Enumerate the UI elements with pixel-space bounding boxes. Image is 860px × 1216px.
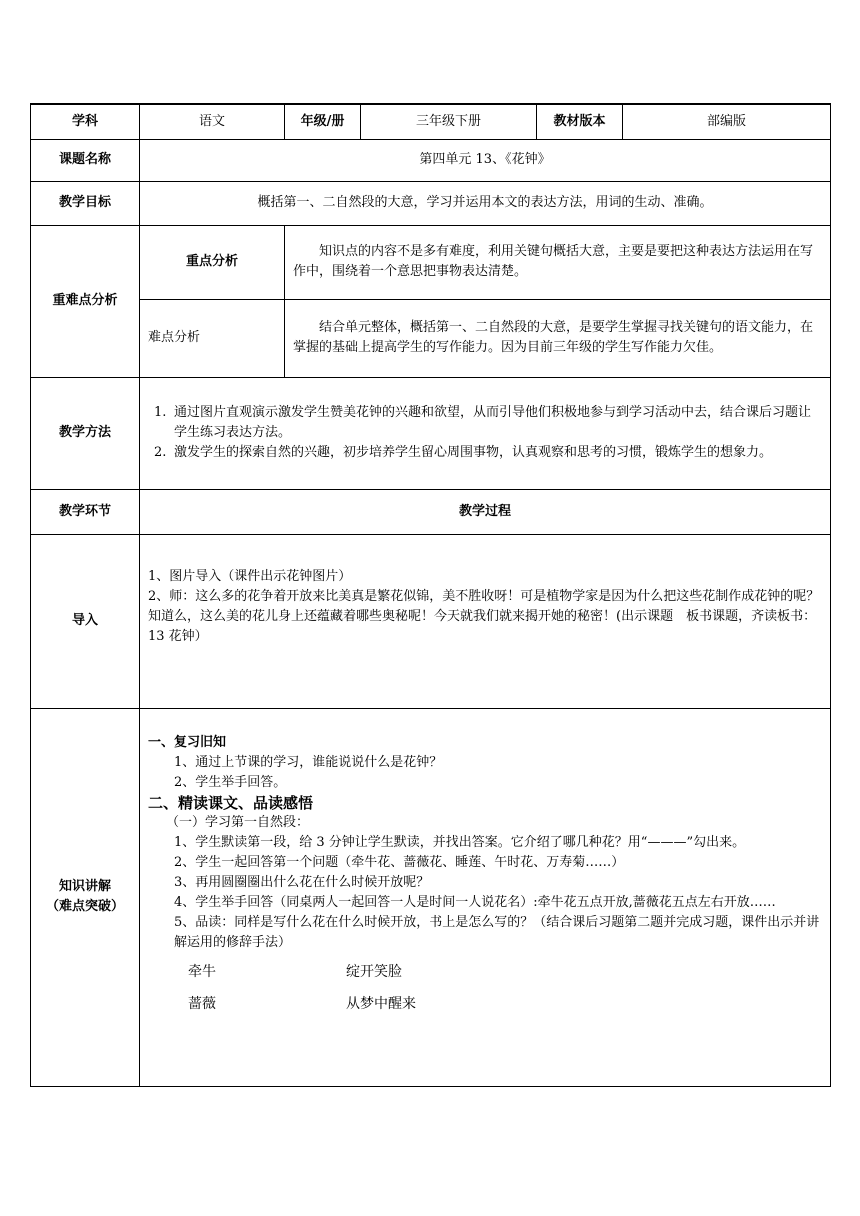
difficulty-label: 重难点分析 — [31, 225, 140, 377]
intro-label: 导入 — [31, 534, 140, 708]
review-title: 一、复习旧知 — [148, 734, 227, 750]
method-list-cell — [140, 377, 831, 489]
flower-phrase-pair — [148, 991, 822, 1017]
reading-step-1: 1、学生默读第一段，给 3 分钟让学生默读，并找出答案。它介绍了哪几种花？用“———”勾出来。 — [174, 834, 746, 850]
flower-name: 牵牛 — [188, 963, 216, 980]
method-item-text: 激发学生的探索自然的兴趣，初步培养学生留心周围事物，认真观察和思考的习惯，锻炼学生的想象力。 — [174, 445, 773, 460]
method-item — [148, 443, 822, 463]
paragraph-one-title: （一）学习第一自然段： — [166, 814, 310, 830]
reading-step-4: 4、学生举手回答（同桌两人一起回答一人是时间一人说花名）:牵牛花五点开放,蔷薇花五点左右开放…… — [174, 894, 776, 910]
close-reading-title: 二、精读课文、品读感悟 — [148, 793, 314, 812]
key-point-row — [31, 225, 831, 299]
topic-value: 第四单元 13、《花钟》 — [140, 139, 831, 181]
knowledge-label-sub: （难点突破） — [45, 899, 124, 914]
knowledge-label-main: 知识讲解 — [58, 879, 111, 894]
flower-phrase-pair — [148, 959, 822, 985]
hard-point-label: 难点分析 — [140, 299, 285, 377]
edition-value: 部编版 — [623, 104, 831, 139]
method-item-number: 2. — [154, 445, 167, 460]
method-label: 教学方法 — [31, 377, 140, 489]
method-item-number: 1. — [154, 405, 167, 420]
reading-step-3: 3、再用圆圈圈出什么花在什么时候开放呢？ — [174, 874, 430, 890]
intro-line-1: 1、图片导入（课件出示花钟图片） — [148, 568, 352, 584]
review-step-1: 1、通过上节课的学习，谁能说说什么是花钟？ — [174, 754, 443, 770]
header-row — [31, 104, 831, 139]
flower-phrase: 从梦中醒来 — [346, 995, 416, 1012]
method-row — [31, 377, 831, 489]
method-item-text: 通过图片直观演示激发学生赞美花钟的兴趣和欲望，从而引导他们积极地参与到学习活动中去，结合课后习题让学生练习表达方法。 — [174, 405, 812, 440]
hard-point-text: 结合单元整体，概括第一、二自然段的大意，是要学生掌握寻找关键句的语文能力，在掌握的基础上提高学生的写作能力。因为目前三年级的学生写作能力欠佳。 — [285, 299, 831, 377]
goal-value: 概括第一、二自然段的大意，学习并运用本文的表达方法，用词的生动、准确。 — [140, 181, 831, 225]
process-step-label: 教学环节 — [31, 489, 140, 534]
goal-row — [31, 181, 831, 225]
key-point-label: 重点分析 — [140, 225, 285, 299]
reading-step-2: 2、学生一起回答第一个问题（牵牛花、蔷薇花、睡莲、午时花、万寿菊……） — [174, 854, 625, 870]
intro-row — [31, 534, 831, 708]
topic-row — [31, 139, 831, 181]
process-title: 教学过程 — [140, 489, 831, 534]
grade-label: 年级/册 — [285, 104, 361, 139]
subject-value: 语文 — [140, 104, 285, 139]
intro-line-2: 2、师：这么多的花争着开放来比美真是繁花似锦，美不胜收呀！可是植物学家是因为什么把这些花制作成花钟的呢？知道么，这么美的花儿身上还蕴藏着哪些奥秘呢！今天就我们就来揭开她的秘密！(出示课题 板书课题，齐读板书：13 花钟） — [148, 588, 820, 644]
intro-content — [140, 534, 831, 708]
review-step-2: 2、学生举手回答。 — [174, 774, 287, 790]
key-point-text: 知识点的内容不是多有难度，利用关键句概括大意，主要是要把这种表达方法运用在写作中，围绕着一个意思把事物表达清楚。 — [285, 225, 831, 299]
subject-label: 学科 — [31, 104, 140, 139]
goal-label: 教学目标 — [31, 181, 140, 225]
knowledge-content — [140, 708, 831, 1086]
grade-value: 三年级下册 — [361, 104, 537, 139]
topic-label: 课题名称 — [31, 139, 140, 181]
knowledge-label — [31, 708, 140, 1086]
flower-name: 蔷薇 — [188, 995, 216, 1012]
hard-point-row — [31, 299, 831, 377]
process-header-row — [31, 489, 831, 534]
edition-label: 教材版本 — [537, 104, 623, 139]
reading-step-5: 5、品读：同样是写什么花在什么时候开放，书上是怎么写的？（结合课后习题第二题并完成习题，课件出示并讲解运用的修辞手法） — [174, 914, 820, 950]
lesson-plan-table — [30, 103, 831, 1087]
lesson-plan-document — [30, 103, 830, 1087]
method-item — [148, 403, 822, 443]
knowledge-row — [31, 708, 831, 1086]
flower-phrase: 绽开笑脸 — [346, 963, 402, 980]
method-list — [148, 403, 822, 463]
